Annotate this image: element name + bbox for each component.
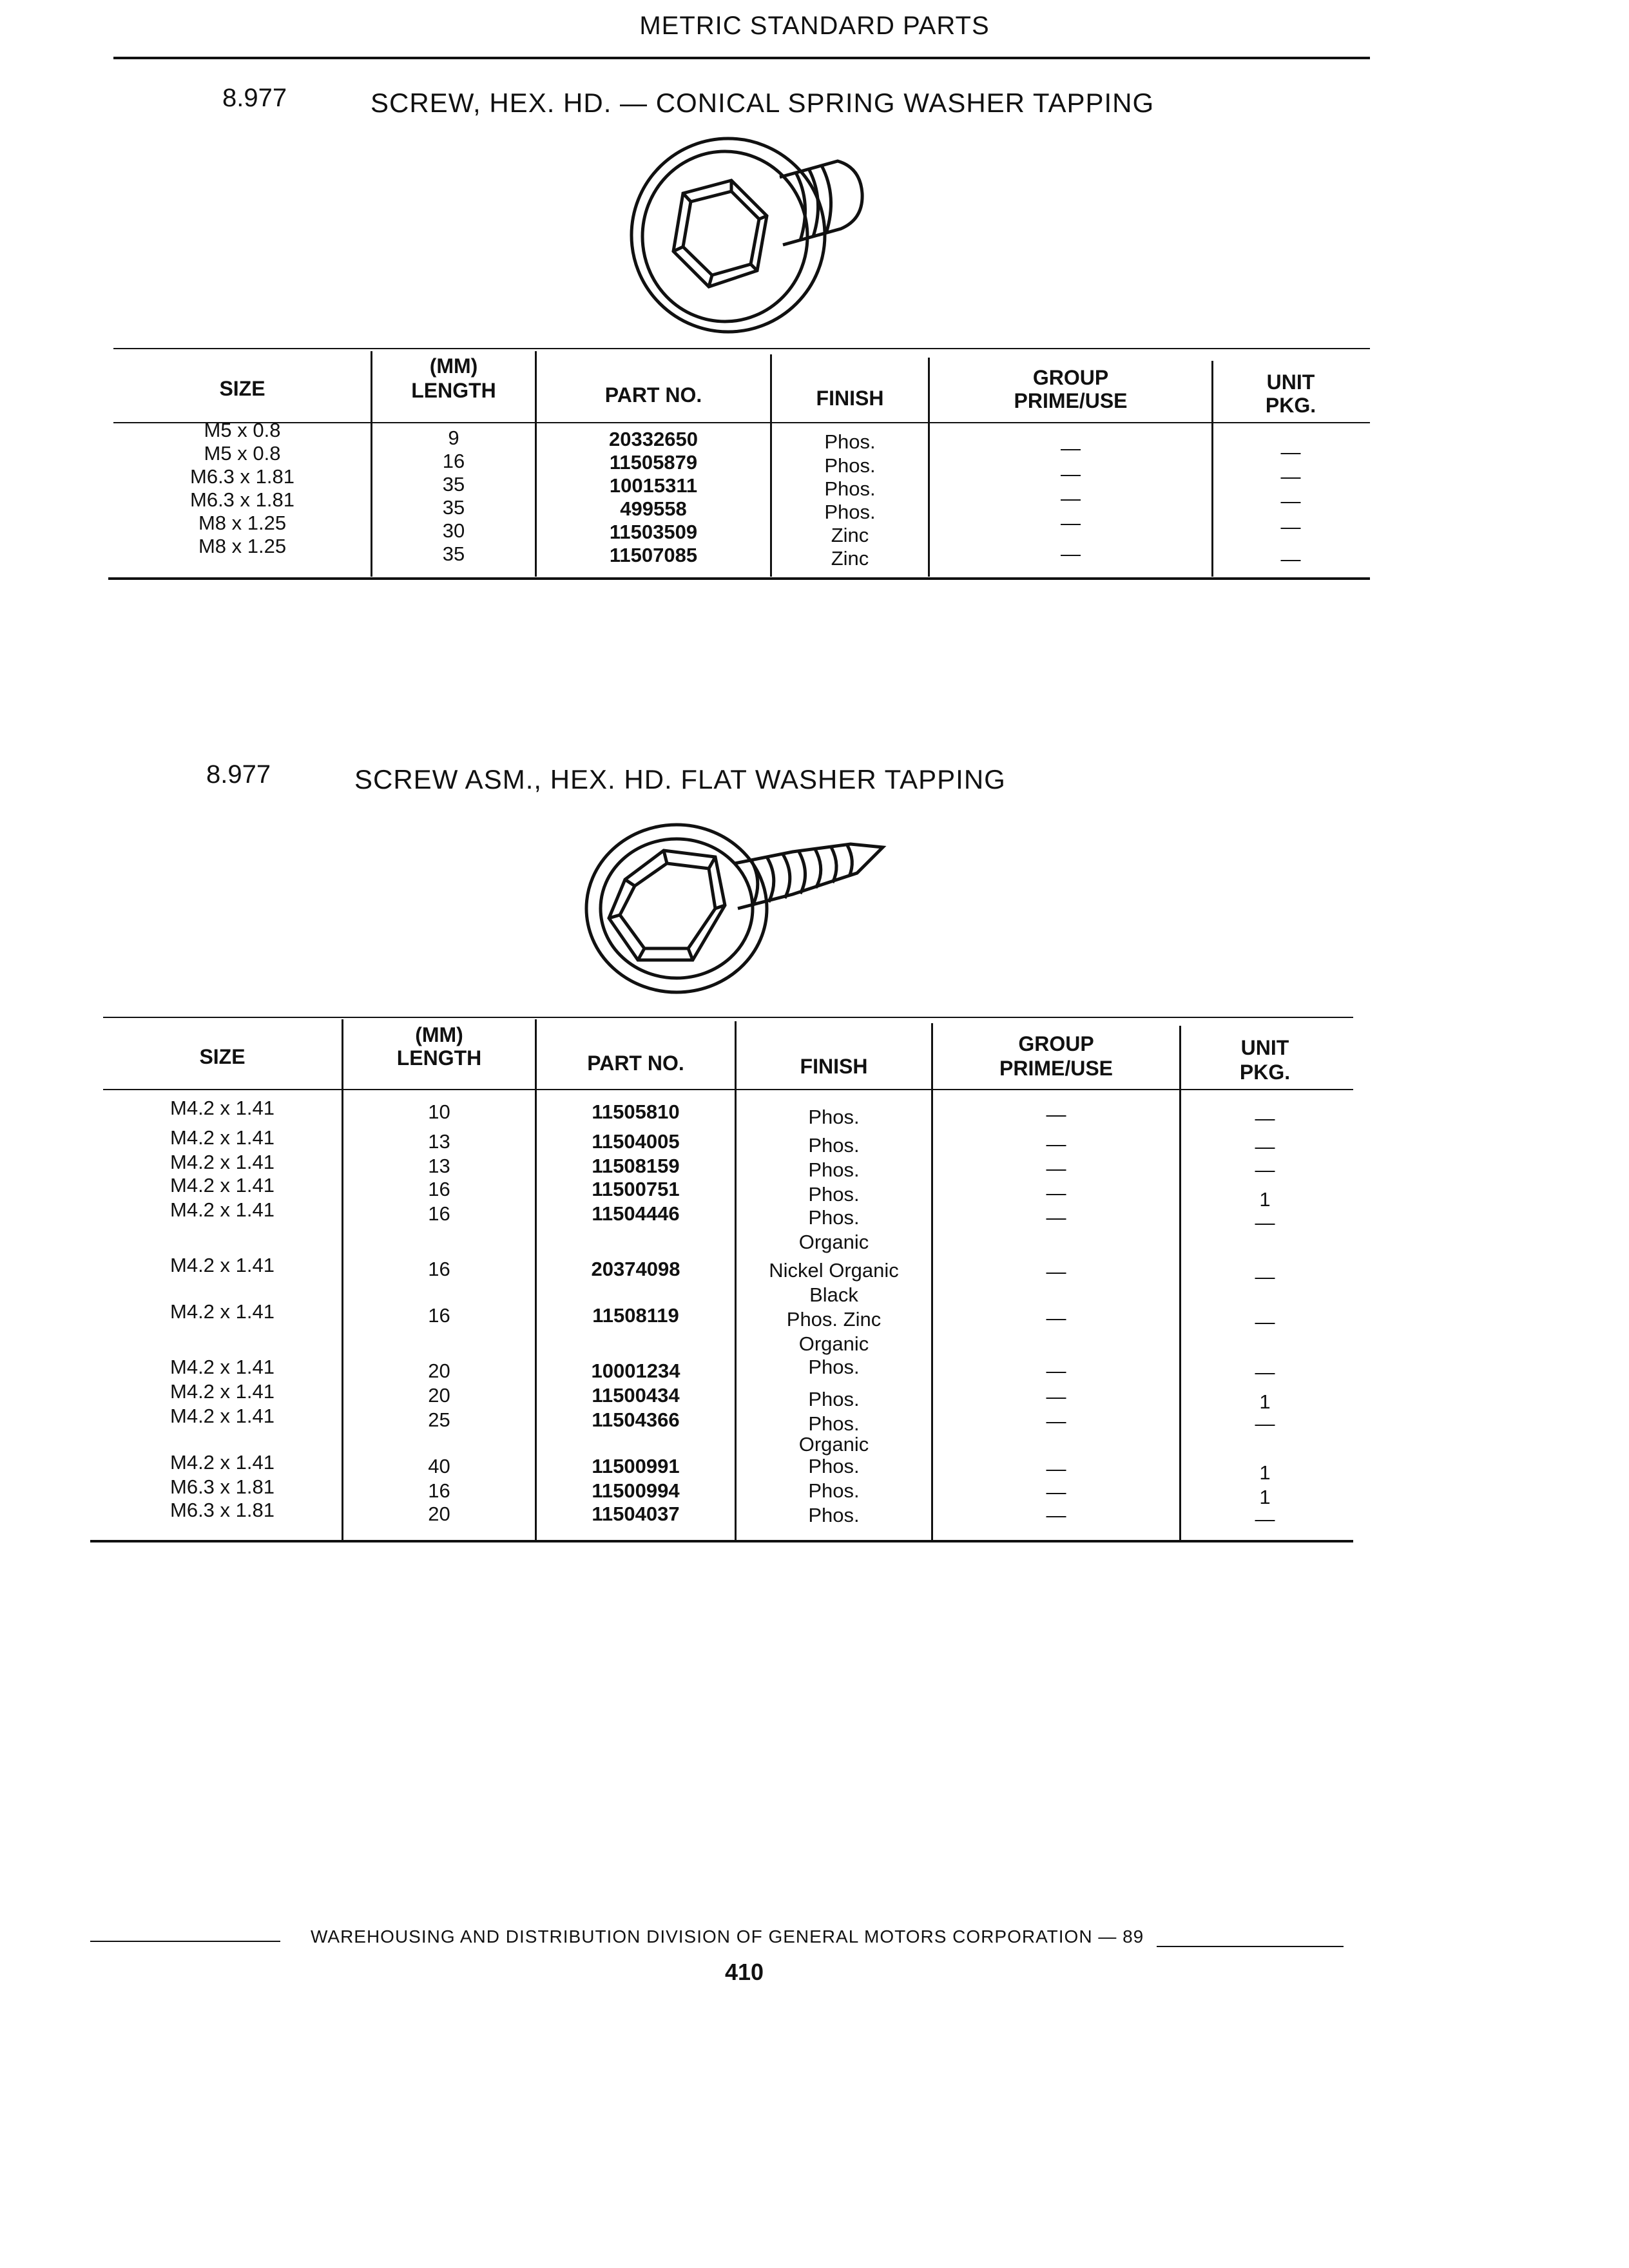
- cell-size: M4.2 x 1.41: [170, 1198, 275, 1221]
- column-header-group: GROUP: [1032, 366, 1109, 389]
- column-header-group: GROUP: [1018, 1032, 1094, 1055]
- cell-size: M6.3 x 1.81: [190, 488, 294, 511]
- cell-size: M4.2 x 1.41: [170, 1126, 275, 1149]
- cell-part-no: 11504446: [592, 1202, 680, 1225]
- cell-part-no: 11508159: [592, 1155, 680, 1177]
- cell-part-no: 10001234: [591, 1360, 680, 1382]
- cell-part-no: 11504037: [592, 1503, 680, 1525]
- cell-finish-line-1: Organic: [798, 1433, 869, 1456]
- cell-size: M4.2 x 1.41: [170, 1356, 275, 1378]
- cell-size: M4.2 x 1.41: [170, 1380, 275, 1403]
- section2-number: 8.977: [206, 760, 271, 789]
- cell-group: —: [1046, 1385, 1066, 1408]
- table2-header-rule: [103, 1089, 1353, 1090]
- cell-part-no: 20332650: [609, 428, 698, 450]
- cell-finish: Phos.: [824, 477, 876, 500]
- cell-group: —: [1046, 1206, 1066, 1229]
- cell-group: —: [1046, 1457, 1066, 1480]
- cell-part-no: 11500751: [592, 1178, 680, 1200]
- cell-unit: —: [1255, 1135, 1275, 1158]
- cell-part-no: 11504366: [592, 1408, 680, 1431]
- cell-size: M4.2 x 1.41: [170, 1451, 275, 1474]
- conical-washer-screw-illustration: [619, 132, 889, 338]
- cell-unit: —: [1255, 1265, 1275, 1288]
- cell-group: —: [1061, 543, 1081, 565]
- cell-group: —: [1046, 1481, 1066, 1503]
- cell-length: 13: [428, 1130, 450, 1153]
- column-header-length: LENGTH: [396, 1046, 482, 1070]
- cell-unit: —: [1255, 1311, 1275, 1333]
- cell-unit: —: [1255, 1211, 1275, 1234]
- cell-size: M6.3 x 1.81: [170, 1499, 275, 1521]
- cell-length: 30: [442, 519, 465, 542]
- column-header-finish: FINISH: [816, 387, 884, 410]
- column-header-size: SIZE: [199, 1045, 246, 1068]
- column-header-unit: UNIT: [1266, 370, 1315, 394]
- cell-unit: —: [1280, 441, 1301, 463]
- footer-rule-right: [1157, 1946, 1344, 1947]
- page-header: METRIC STANDARD PARTS: [639, 12, 990, 40]
- cell-length: 40: [428, 1455, 450, 1477]
- cell-length: 35: [442, 543, 465, 565]
- cell-unit: 1: [1259, 1486, 1271, 1508]
- cell-part-no: 20374098: [591, 1258, 680, 1280]
- column-header-unit: UNIT: [1240, 1036, 1289, 1059]
- cell-part-no: 11500991: [592, 1455, 680, 1477]
- cell-unit: —: [1255, 1361, 1275, 1383]
- cell-part-no: 11503509: [609, 521, 698, 543]
- cell-part-no: 10015311: [609, 474, 698, 497]
- cell-group: —: [1046, 1307, 1066, 1329]
- cell-finish: Phos.: [824, 454, 876, 477]
- cell-finish-line-1: Organic: [798, 1231, 869, 1253]
- cell-finish: Phos.: [808, 1504, 860, 1526]
- cell-unit: —: [1280, 515, 1301, 538]
- section2-title: SCREW ASM., HEX. HD. FLAT WASHER TAPPING: [354, 764, 1006, 794]
- cell-length: 16: [428, 1304, 450, 1327]
- section1-number: 8.977: [222, 84, 287, 112]
- column-header-length: LENGTH: [411, 379, 496, 402]
- cell-length: 16: [428, 1479, 450, 1502]
- column-header-pkg: PKG.: [1265, 394, 1316, 417]
- cell-unit: —: [1280, 548, 1301, 570]
- cell-length: 13: [428, 1155, 450, 1177]
- cell-size: M4.2 x 1.41: [170, 1151, 275, 1173]
- cell-group: —: [1061, 437, 1081, 459]
- cell-length: 20: [428, 1384, 450, 1407]
- cell-group: —: [1061, 487, 1081, 510]
- flat-washer-screw-illustration: [580, 812, 902, 1005]
- cell-size: M5 x 0.8: [204, 442, 281, 465]
- cell-unit: —: [1255, 1107, 1275, 1129]
- cell-size: M8 x 1.25: [198, 535, 287, 557]
- cell-group: —: [1061, 512, 1081, 534]
- column-header-size: SIZE: [219, 377, 265, 400]
- cell-group: —: [1046, 1410, 1066, 1432]
- cell-size: M6.3 x 1.81: [170, 1475, 275, 1498]
- cell-group: —: [1046, 1504, 1066, 1526]
- cell-unit: 1: [1259, 1390, 1271, 1413]
- table2-top-rule: [103, 1017, 1353, 1018]
- header-rule: [113, 57, 1370, 59]
- cell-finish: Phos.: [824, 430, 876, 453]
- cell-size: M4.2 x 1.41: [170, 1405, 275, 1427]
- cell-group: —: [1046, 1360, 1066, 1382]
- table1-bottom-rule: [108, 577, 1370, 580]
- cell-finish-line-1: Black: [809, 1283, 858, 1306]
- cell-finish: Phos.: [808, 1479, 860, 1502]
- cell-size: M6.3 x 1.81: [190, 465, 294, 488]
- cell-size: M4.2 x 1.41: [170, 1254, 275, 1276]
- cell-length: 9: [448, 427, 459, 449]
- cell-part-no: 11500434: [592, 1384, 680, 1407]
- cell-length: 16: [428, 1178, 450, 1200]
- cell-finish: Phos.: [824, 501, 876, 523]
- cell-finish: Phos.: [808, 1134, 860, 1157]
- cell-finish: Phos.: [808, 1106, 860, 1128]
- cell-group: —: [1046, 1182, 1066, 1204]
- cell-unit: —: [1280, 465, 1301, 488]
- footer-text: WAREHOUSING AND DISTRIBUTION DIVISION OF GENERAL MOTORS CORPORATION — 89: [311, 1927, 1144, 1946]
- column-header-pkg: PKG.: [1239, 1061, 1291, 1084]
- cell-part-no: 11508119: [592, 1304, 679, 1327]
- cell-group: —: [1061, 463, 1081, 485]
- page-number: 410: [724, 1959, 764, 1985]
- cell-group: —: [1046, 1133, 1066, 1155]
- cell-part-no: 11505810: [592, 1100, 680, 1123]
- cell-length: 16: [442, 450, 465, 472]
- column-header-length-unit: (MM): [415, 1023, 463, 1046]
- column-header-prime-use: PRIME/USE: [1014, 389, 1128, 412]
- cell-finish: Phos.: [808, 1388, 860, 1410]
- cell-size: M4.2 x 1.41: [170, 1300, 275, 1323]
- cell-unit: —: [1280, 490, 1301, 512]
- cell-length: 35: [442, 473, 465, 495]
- cell-length: 20: [428, 1360, 450, 1382]
- column-header-part-no: PART NO.: [604, 383, 702, 407]
- cell-finish: Zinc: [831, 524, 869, 546]
- cell-part-no: 11500994: [592, 1479, 680, 1502]
- cell-finish-line-1: Organic: [798, 1332, 869, 1355]
- cell-finish: Phos.: [808, 1206, 860, 1229]
- cell-part-no: 11505879: [609, 451, 698, 474]
- cell-part-no: 11507085: [609, 544, 698, 566]
- cell-finish: Phos.: [808, 1356, 860, 1378]
- cell-finish: Phos.: [808, 1183, 860, 1206]
- cell-finish: Phos.: [808, 1412, 860, 1435]
- cell-unit: 1: [1259, 1461, 1271, 1484]
- cell-unit: 1: [1259, 1188, 1271, 1211]
- cell-size: M5 x 0.8: [204, 419, 281, 441]
- table1-top-rule: [113, 348, 1370, 349]
- column-header-part-no: PART NO.: [587, 1052, 684, 1075]
- cell-finish: Nickel Organic: [769, 1259, 899, 1282]
- cell-part-no: 11504005: [592, 1130, 680, 1153]
- cell-unit: —: [1255, 1158, 1275, 1181]
- cell-length: 25: [428, 1408, 450, 1431]
- cell-size: M4.2 x 1.41: [170, 1174, 275, 1196]
- cell-unit: —: [1255, 1508, 1275, 1530]
- section1-title: SCREW, HEX. HD. — CONICAL SPRING WASHER TAPPING: [371, 88, 1155, 118]
- cell-length: 10: [428, 1100, 450, 1123]
- cell-finish: Phos. Zinc: [786, 1308, 882, 1331]
- cell-length: 16: [428, 1258, 450, 1280]
- column-header-prime-use: PRIME/USE: [999, 1057, 1113, 1080]
- footer-rule-left: [90, 1941, 280, 1942]
- cell-group: —: [1046, 1103, 1066, 1126]
- cell-size: M4.2 x 1.41: [170, 1097, 275, 1119]
- cell-group: —: [1046, 1157, 1066, 1180]
- cell-length: 20: [428, 1503, 450, 1525]
- cell-finish: Phos.: [808, 1455, 860, 1477]
- cell-length: 35: [442, 496, 465, 519]
- cell-finish: Phos.: [808, 1158, 860, 1181]
- column-header-finish: FINISH: [800, 1055, 868, 1078]
- table2-bottom-rule: [90, 1540, 1353, 1542]
- cell-length: 16: [428, 1202, 450, 1225]
- cell-unit: —: [1255, 1412, 1275, 1435]
- cell-size: M8 x 1.25: [198, 512, 287, 534]
- cell-group: —: [1046, 1260, 1066, 1283]
- cell-part-no: 499558: [620, 497, 687, 520]
- column-header-length-unit: (MM): [429, 354, 478, 378]
- cell-finish: Zinc: [831, 547, 869, 570]
